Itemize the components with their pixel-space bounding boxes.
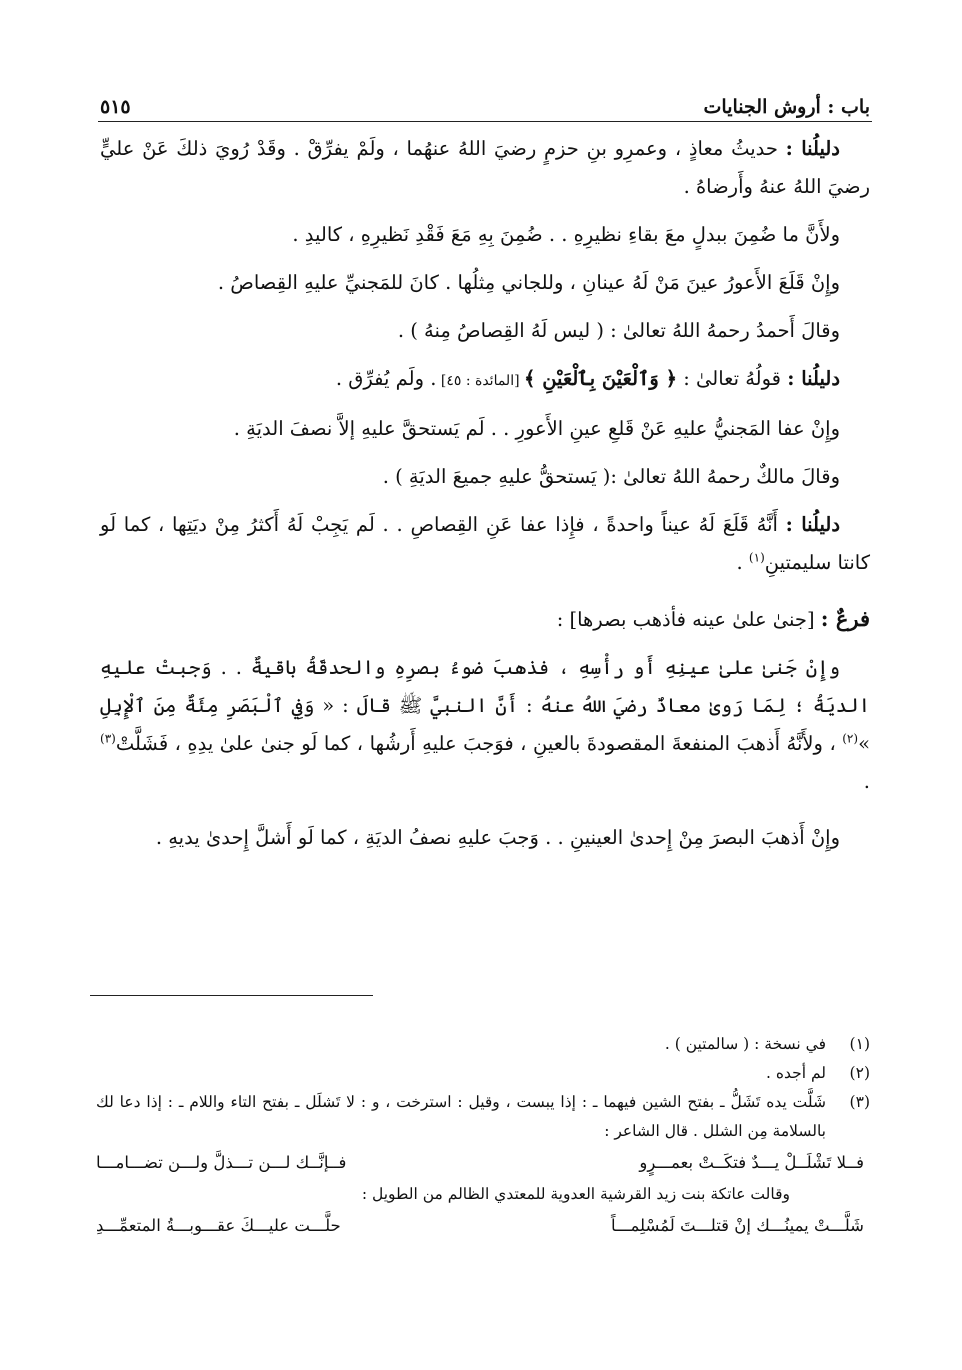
- chapter-title: باب : أروش الجنايات: [703, 96, 870, 118]
- paragraph-2: ولأَنَّ ما ضُمِنَ ببدلٍ معَ بقاءِ نظيرِهِ . . ضُمِنَ بِهِ مَعَ فَقْدِ نَظيرِهِ ، كاليدِ .: [292, 223, 840, 246]
- lead-label: دليلُنا :: [785, 137, 840, 160]
- paragraph-5: دليلُنا : قولُهُ تعالىٰ : ﴿ وَٱلْعَيْنَ بِٱلْعَيْنِ ﴾ [المائدة : ٤٥] . ولَم يُفرِّق .: [335, 367, 840, 390]
- paragraph-6: وإِنْ عفا المَجنيُّ عليهِ عَنْ قَلعِ عينِ الأَعورِ . . لَم يَستحقَّ عليهِ إلاَّ نصفَ الديَةِ .: [233, 417, 840, 440]
- verse-first-hemistich: فــلا تَشْلَــلْ يـــدٌ فتكَــتْ بعمـــرٍو: [639, 1153, 864, 1172]
- verse-second-hemistich: حلَّـــت عليـــكَ عقـــوبـــةُ المتعمِّـــدِ: [96, 1216, 341, 1235]
- footnote-number: (٣): [849, 1093, 870, 1111]
- paragraph-3: وإِنْ قَلَعَ الأَعورُ عينَ مَنْ لَهُ عينانِ ، وللجاني مِثلُها . كانَ للمَجنيِّ عليهِ القِصاصُ .: [217, 271, 840, 294]
- running-header: [100, 84, 870, 118]
- branch-title: [جنىٰ علىٰ عينه فأذهب بصرها] :: [556, 608, 821, 631]
- footnote-text: شَلَّت يده تَشَلُّ ـ بفتح الشين فيهما ـ : إذا يبست ، وقيل : استرخت ، و : لا تَشلَل ـ بفتح التاء واللام ـ : إذا دعا لك بالسلامة مِن الشلل . قال الشاعر :: [96, 1093, 826, 1140]
- footnote-ref-1: (١): [748, 550, 765, 565]
- poetry-verse-2: [96, 1209, 870, 1243]
- paragraph-1: دليلُنا : حديثُ معاذٍ ، وعمرِو بنِ حزمٍ رضيَ اللهُ عنهُما ، ولَمْ يفرِّقْ . وقَدْ رُويَ ذلكَ عَنْ عليٍّ رضيَ اللهُ عنهُ وأَرضاهُ .: [100, 137, 870, 198]
- footnote-text: لم أجده .: [766, 1064, 826, 1082]
- page-number: ٥١٥: [100, 96, 131, 118]
- main-text: [100, 130, 870, 857]
- paragraph-4: وقالَ أَحمدُ رحمهُ اللهُ تعالىٰ : ( ليس لَهُ القِصاصُ مِنهُ ) .: [397, 319, 840, 342]
- paragraph-10: وإِنْ أَذهبَ البصرَ مِنْ إِحدىٰ العينينِ . . وَجبَ عليهِ نصفُ الديَةِ ، كما لَو أَشلَّ إِحدىٰ يديهِ .: [155, 826, 840, 849]
- footnote-number: (١): [849, 1035, 870, 1053]
- paragraph-8: دليلُنا : أَنَّهُ قَلَعَ لَهُ عيناً واحدةً ، فإِذا عفا عَنِ القِصاصِ . . لَم يَجِبْ لَهُ أَكثرُ مِنْ ديَتِها ، كما لَو كانتا سليمتينِ$^{(١)}$ .: [100, 513, 870, 574]
- footnote-3: [96, 1088, 870, 1146]
- verse-first-hemistich: شَلَّـــتْ يمينُـــك إنْ قتلـــتَ لَمُسْلِمـــاً: [610, 1216, 864, 1235]
- footnote-1: [96, 1030, 870, 1059]
- quran-verse: ﴿ وَٱلْعَيْنَ بِٱلْعَيْنِ ﴾: [524, 367, 678, 390]
- quran-citation: [المائدة : ٤٥]: [436, 373, 524, 389]
- footnote-text: في نسخة : ( سالمتين ) .: [664, 1035, 826, 1053]
- branch-heading: [100, 600, 870, 639]
- verse-second-hemistich: فــإنَّــك لـــن تـــذلَّ ولـــن تضـــامـــا: [96, 1153, 347, 1172]
- footnote-number: (٢): [849, 1064, 870, 1082]
- branch-label: فرعٌ :: [820, 606, 870, 631]
- verse-intro: وقالت عاتكة بنت زيد القرشية العدوية للمعتدي الظالم من الطويل :: [361, 1185, 790, 1203]
- paragraph-9: وإِنْ جَنىٰ علىٰ عينِهِ أَو رأْسِهِ ، فذهبَ ضوءُ بصرِهِ والحدقَةُ باقيةٌ . . وَجبتْ عليهِ الديَةُ ؛ لِمَا رَوىٰ معاذٌ رضيَ اللهُ عنهُ : أَنَّ النبيَّ ﷺ قالَ : « وَفِي ٱلْبَصَرِ مِئَةٌ مِنَ ٱلْإِبِلِ »$^{(٢)}$ ، ولأَنَّهُ أَذهبَ المنفعةَ المقصودةَ بالعينِ ، فوَجبَ عليهِ أَرشُها ، كما لَو جنىٰ علىٰ يدِهِ ، فَشَلَّتْ$^{(٣)}$ .: [100, 656, 870, 793]
- lead-label: دليلُنا :: [785, 513, 840, 536]
- footnotes: [96, 1030, 870, 1243]
- footnote-ref-3: (٣): [100, 731, 116, 746]
- footnote-ref-2: (٢): [842, 731, 859, 746]
- paragraph-7: وقالَ مالكٌ رحمهُ اللهُ تعالىٰ :( يَستحقُّ عليهِ جميعَ الديَةِ ) .: [382, 465, 840, 488]
- lead-label: دليلُنا :: [787, 367, 840, 390]
- footnote-2: [96, 1059, 870, 1088]
- poetry-verse-1: [96, 1146, 870, 1180]
- footnote-rule: [90, 995, 373, 996]
- header-rule: [98, 121, 872, 122]
